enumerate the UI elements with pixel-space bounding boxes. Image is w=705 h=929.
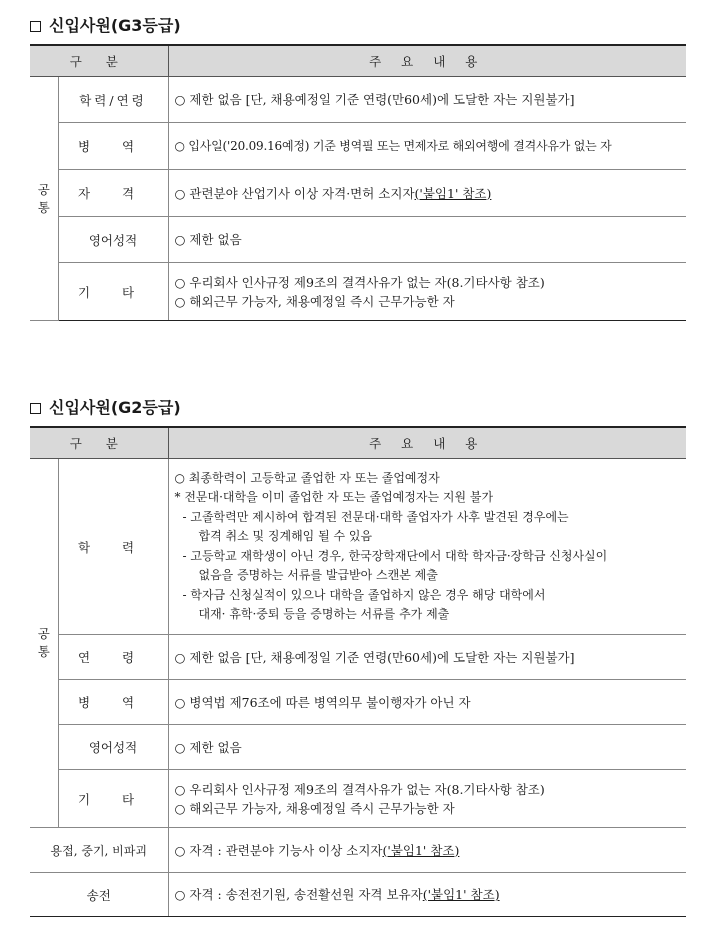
table-row (30, 459, 686, 635)
row-label: 기 타 (58, 263, 168, 321)
row-label: 자 격 (58, 170, 168, 217)
table-row (30, 725, 686, 770)
row-label: 연 령 (58, 635, 168, 680)
table-row (30, 170, 686, 217)
table-row (30, 635, 686, 680)
row-label: 용접, 중기, 비파괴 (30, 828, 168, 873)
row-content: ○ 제한 없음 (168, 725, 686, 770)
requirements-table-g2 (30, 426, 686, 917)
row-content: ○ 병역법 제76조에 따른 병역의무 불이행자가 아닌 자 (168, 680, 686, 725)
section-heading-g3 (30, 14, 686, 38)
row-content: ○ 제한 없음 [단, 채용예정일 기준 연령(만60세)에 도달한 자는 지원불가] (168, 635, 686, 680)
row-label: 영어성적 (58, 725, 168, 770)
row-content: ○ 우리회사 인사규정 제9조의 결격사유가 없는 자(8.기타사항 참조) ○ 해외근무 가능자, 채용예정일 즉시 근무가능한 자 (168, 263, 686, 321)
checkbox-square-icon (30, 403, 41, 414)
row-content: ○ 최종학력이 고등학교 졸업한 자 또는 졸업예정자 * 전문대·대학을 이미 졸업한 자 또는 졸업예정자는 지원 불가 - 고졸학력만 제시하여 합격된 전문대·대학 졸업자가 사후 발견된 경우에는 합격 취소 및 징계해임 될 수 있음 - 고등학교 재학생이 아닌 경우, 한국장학재단에서 대학 학자금·장학금 신청사실이 없음을 증명하는 서류를 발급받아 스캔본 제출 - 학자금 신청실적이 있으나 대학을 졸업하지 않은 경우 해당 대학에서 대재· 휴학·중퇴 등을 증명하는 서류를 추가 제출 (168, 459, 686, 635)
table-row (30, 828, 686, 873)
section-title: 신입사원(G2등급) (49, 398, 181, 417)
attachment-reference: ('붙임1' 참조) (414, 185, 492, 201)
row-label: 병 역 (58, 680, 168, 725)
table-row (30, 263, 686, 321)
table-row (30, 770, 686, 828)
group-label-common: 공통 (30, 459, 58, 828)
table-row (30, 123, 686, 170)
section-g2 (30, 396, 686, 917)
row-label: 학 력 (58, 459, 168, 635)
section-heading-g2 (30, 396, 686, 420)
row-content: ○ 관련분야 산업기사 이상 자격·면허 소지자('붙임1' 참조) (168, 170, 686, 217)
table-row (30, 873, 686, 917)
header-category: 구 분 (30, 45, 168, 77)
attachment-reference: ('붙임1' 참조) (422, 887, 500, 902)
table-header (30, 45, 686, 77)
requirements-table-g3 (30, 44, 686, 321)
row-label: 영어성적 (58, 217, 168, 263)
row-content: ○ 제한 없음 (168, 217, 686, 263)
table-header (30, 427, 686, 459)
group-label-common: 공통 (30, 77, 58, 321)
table-row (30, 77, 686, 123)
row-content: ○ 우리회사 인사규정 제9조의 결격사유가 없는 자(8.기타사항 참조) ○ 해외근무 가능자, 채용예정일 즉시 근무가능한 자 (168, 770, 686, 828)
row-label: 학력/연령 (58, 77, 168, 123)
header-content: 주 요 내 용 (168, 427, 686, 459)
row-content: ○ 자격 : 관련분야 기능사 이상 소지자('붙임1' 참조) (168, 828, 686, 873)
section-title: 신입사원(G3등급) (49, 16, 181, 35)
attachment-reference: ('붙임1' 참조) (382, 842, 460, 858)
row-label: 기 타 (58, 770, 168, 828)
row-content: ○ 제한 없음 [단, 채용예정일 기준 연령(만60세)에 도달한 자는 지원불가] (168, 77, 686, 123)
row-label: 병 역 (58, 123, 168, 170)
row-label: 송전 (30, 873, 168, 917)
table-row (30, 217, 686, 263)
checkbox-square-icon (30, 21, 41, 32)
section-g3 (30, 14, 686, 321)
header-content: 주 요 내 용 (168, 45, 686, 77)
table-row (30, 680, 686, 725)
row-content: ○ 자격 : 송전전기원, 송전활선원 자격 보유자('붙임1' 참조) (168, 873, 686, 917)
row-content: ○ 입사일('20.09.16예정) 기준 병역필 또는 면제자로 해외여행에 결격사유가 없는 자 (168, 123, 686, 170)
header-category: 구 분 (30, 427, 168, 459)
